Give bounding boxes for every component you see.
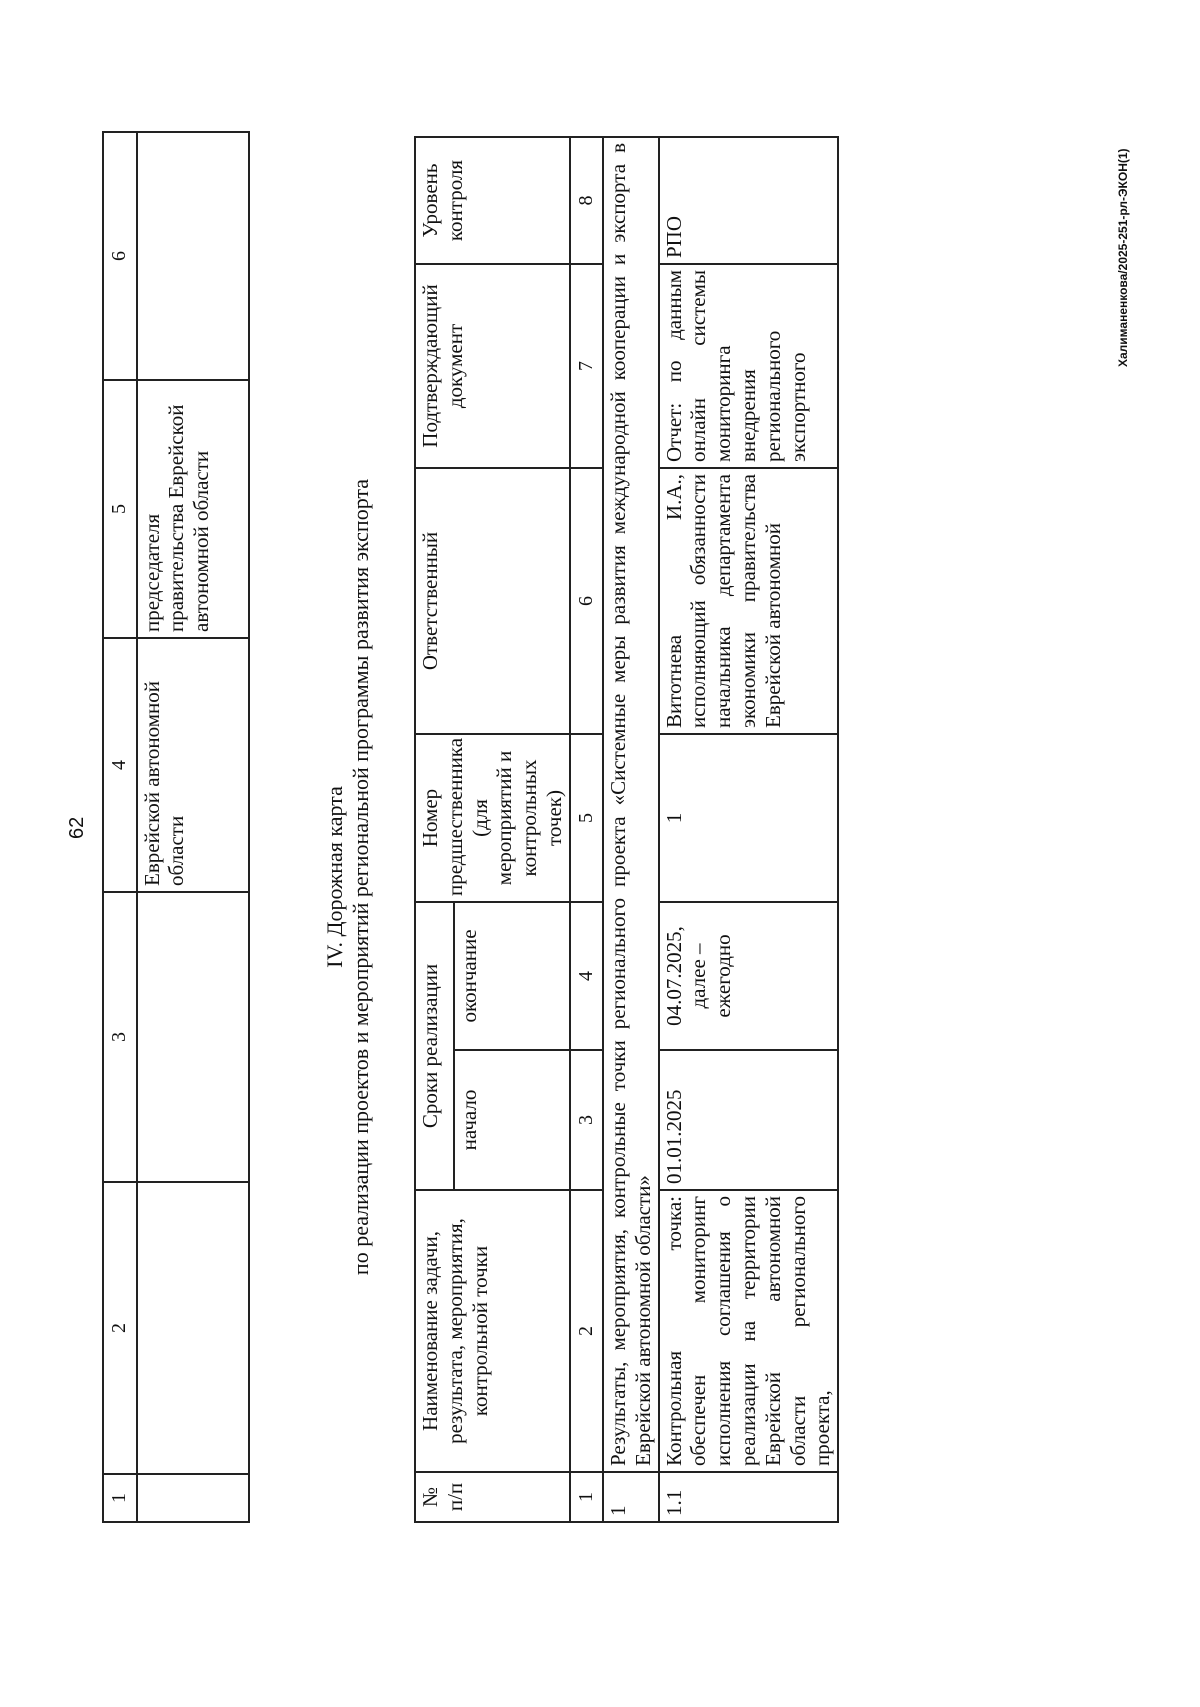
section-row: [603, 137, 659, 1522]
column-number: 1: [570, 1472, 604, 1522]
header-document: Подтверждающий документ: [415, 264, 570, 468]
column-number: 3: [570, 1050, 604, 1190]
column-numbers-row: [103, 132, 137, 1522]
column-number: 1: [103, 1474, 137, 1522]
header-responsible: Ответственный: [415, 468, 570, 734]
row-document: Отчет: по данным онлайн системы мониторинга внедрения регионального экспортного: [659, 264, 838, 468]
header-predecessor: Номер предшественника (для мероприятий и контрольных точек): [415, 734, 570, 902]
header-end: окончание: [454, 902, 570, 1050]
column-numbers-row: [570, 137, 604, 1522]
header-row: [415, 137, 454, 1522]
subtitle-line: по реализации проектов и мероприятий региональной программы развития экспорта: [348, 478, 374, 1276]
column-number: 2: [570, 1190, 604, 1472]
column-number: 2: [103, 1182, 137, 1474]
table-cell: [137, 132, 249, 380]
column-number: 6: [103, 132, 137, 380]
table-cell: Еврейской автономной области: [137, 638, 249, 892]
column-number: 3: [103, 892, 137, 1182]
title-line: IV. Дорожная карта: [322, 786, 347, 968]
column-number: 8: [570, 137, 604, 264]
column-number: 4: [570, 902, 604, 1050]
header-name: Наименование задачи, результата, мероприятия, контрольной точки: [415, 1190, 570, 1472]
column-number: 7: [570, 264, 604, 468]
row-start: 01.01.2025: [659, 1050, 838, 1190]
row-predecessor: 1: [659, 734, 838, 902]
row-name: Контрольная точка: обеспечен мониторинг исполнения соглашения о реализации на территории Еврейской автономной области регионального проекта,: [659, 1190, 838, 1472]
table-row: [137, 132, 249, 1522]
continuation-table: [102, 131, 250, 1523]
row-end: 04.07.2025, далее – ежегодно: [659, 902, 838, 1050]
table-row: [659, 137, 838, 1522]
column-number: 6: [570, 468, 604, 734]
row-level: РПО: [659, 137, 838, 264]
table-cell: [137, 892, 249, 1182]
section-text: Результаты, мероприятия, контрольные точки регионального проекта «Системные меры развития международной кооперации и экспорта в Еврейской автономной области»: [603, 137, 659, 1472]
header-num: № п/п: [415, 1472, 570, 1522]
table-cell: [137, 1474, 249, 1522]
row-responsible: Витотнева И.А., исполняющий обязанности начальника департамента экономики правительства Еврейской автономной: [659, 468, 838, 734]
header-terms: Сроки реализации: [415, 902, 454, 1190]
section-title: [322, 327, 375, 1427]
header-level: Уровень контроля: [415, 137, 570, 264]
roadmap-table: [414, 136, 839, 1523]
section-num: 1: [603, 1472, 659, 1522]
header-start: начало: [454, 1050, 570, 1190]
table-cell: [137, 1182, 249, 1474]
document-reference: Халиманенкова/2025-251-рл-ЭКОН(1): [1116, 148, 1130, 367]
page-number: 62: [66, 816, 88, 839]
column-number: 4: [103, 638, 137, 892]
column-number: 5: [570, 734, 604, 902]
column-number: 5: [103, 380, 137, 638]
row-num: 1.1: [659, 1472, 838, 1522]
table-cell: председателя правительства Еврейской автономной области: [137, 380, 249, 638]
